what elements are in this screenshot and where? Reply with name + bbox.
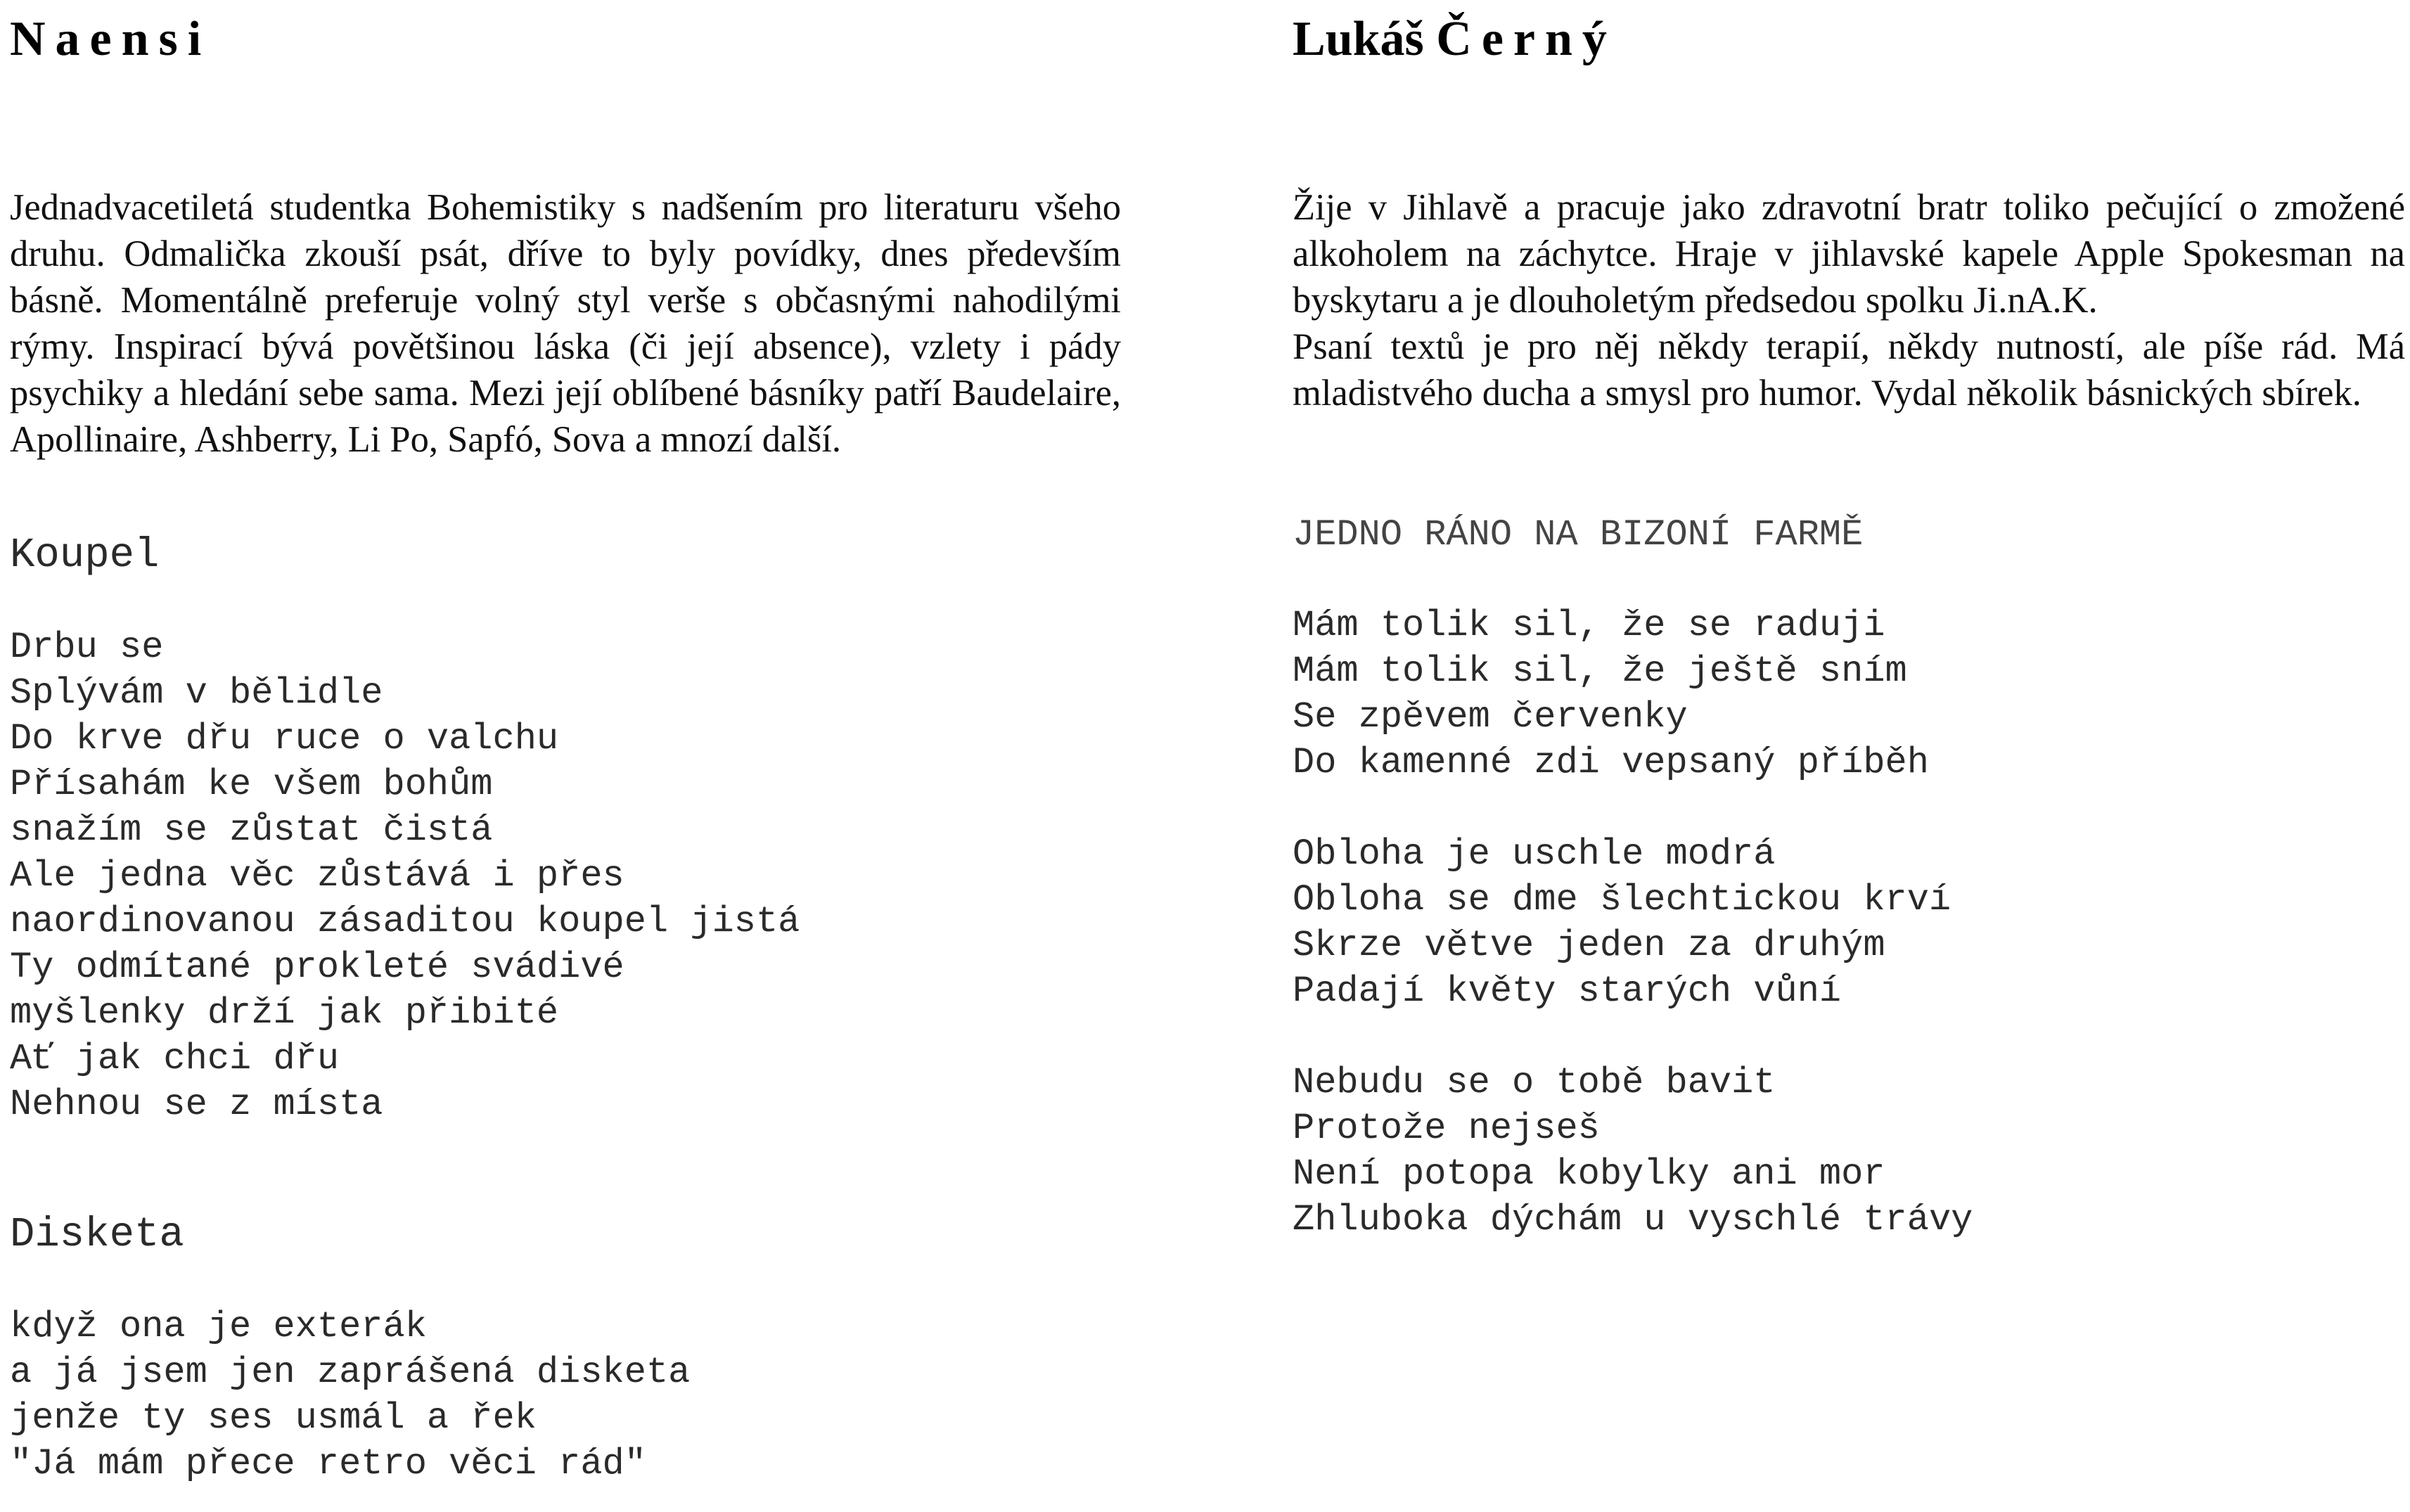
verse-line: Do krve dřu ruce o valchu	[10, 718, 559, 760]
verse-line: když ona je exterák	[10, 1306, 427, 1347]
bio-paragraph: Žije v Jihlavě a pracuje jako zdravotní bratr toliko pečující o zmožené alkoholem na záchytce. Hraje v jihlavské kapele Apple Spokesman na byskytaru a je dlouholetým předsedou spolku Ji.nA.K.	[1293, 187, 2405, 321]
verse-line: Mám tolik sil, že se raduji	[1293, 605, 1885, 646]
verse-line: Zhluboka dýchám u vyschlé trávy	[1293, 1199, 1973, 1241]
verse-line: myšlenky drží jak přibité	[10, 992, 559, 1034]
poem-stanza-2	[1293, 831, 2405, 1014]
author-first-name: Lukáš	[1293, 12, 1424, 66]
verse-line: Se zpěvem červenky	[1293, 696, 1688, 738]
poem-stanza-3	[1293, 1060, 2405, 1243]
verse-line: Do kamenné zdi vepsaný příběh	[1293, 742, 1929, 783]
verse-line: Nehnou se z místa	[10, 1084, 383, 1125]
author-bio-naensi	[10, 184, 1121, 463]
verse-line: Nebudu se o tobě bavit	[1293, 1062, 1776, 1103]
poem-disketa	[10, 1304, 1121, 1487]
verse-line: Ať jak chci dřu	[10, 1038, 340, 1079]
author-last-name: Černý	[1436, 12, 1617, 66]
verse-line: Obloha je uschle modrá	[1293, 833, 1776, 875]
verse-line: Padají květy starých vůní	[1293, 970, 1842, 1012]
verse-line: snažím se zůstat čistá	[10, 809, 493, 851]
verse-line: Přísahám ke všem bohům	[10, 764, 493, 805]
verse-line: Mám tolik sil, že ještě sním	[1293, 651, 1907, 692]
verse-line: Obloha se dme šlechtickou krví	[1293, 879, 1951, 921]
verse-line: Protože nejseš	[1293, 1108, 1600, 1149]
right-column	[1293, 0, 2405, 1243]
author-bio-lukas-cerny	[1293, 184, 2405, 416]
poem-title-disketa: Disketa	[10, 1211, 184, 1258]
poem-koupel	[10, 624, 1121, 1127]
verse-line: Ale jedna věc zůstává i přes	[10, 855, 624, 897]
verse-line: naordinovanou zásaditou koupel jistá	[10, 901, 800, 942]
verse-line: "Já mám přece retro věci rád"	[10, 1443, 646, 1485]
poem-title-jedno-rano: JEDNO RÁNO NA BIZONÍ FARMĚ	[1293, 514, 1864, 556]
verse-line: Splývám v bělidle	[10, 672, 383, 714]
left-column	[10, 0, 1121, 1487]
bio-text: Jednadvacetiletá studentka Bohemistiky s nadšením pro literaturu všeho druhu. Odmalička zkouší psát, dříve to byly povídky, dnes především básně. Momentálně preferuje volný styl verše s občasnými nahodilými rýmy. Inspirací bývá povětšinou láska (či její absence), vzlety i pády psychiky a hledání sebe sama. Mezi její oblíbené básníky patří Baudelaire, Apollinaire, Ashberry, Li Po, Sapfó, Sova a mnozí další.	[10, 187, 1121, 460]
author-name-lukas-cerny	[1293, 10, 2405, 69]
poem-stanza-1	[1293, 603, 2405, 786]
bio-paragraph: Psaní textů je pro něj někdy terapií, někdy nutností, ale píše rád. Má mladistvého ducha a smysl pro humor. Vydal několik básnických sbírek.	[1293, 326, 2405, 414]
verse-line: a já jsem jen zaprášená disketa	[10, 1352, 691, 1393]
verse-line: jenže ty ses usmál a řek	[10, 1397, 537, 1439]
verse-line: Ty odmítané prokleté svádivé	[10, 947, 624, 988]
author-name-naensi: Naensi	[10, 12, 212, 66]
poem-title-koupel: Koupel	[10, 532, 160, 579]
verse-line: Skrze větve jeden za druhým	[1293, 925, 1885, 966]
verse-line: Není potopa kobylky ani mor	[1293, 1153, 1885, 1195]
verse-line: Drbu se	[10, 627, 164, 668]
